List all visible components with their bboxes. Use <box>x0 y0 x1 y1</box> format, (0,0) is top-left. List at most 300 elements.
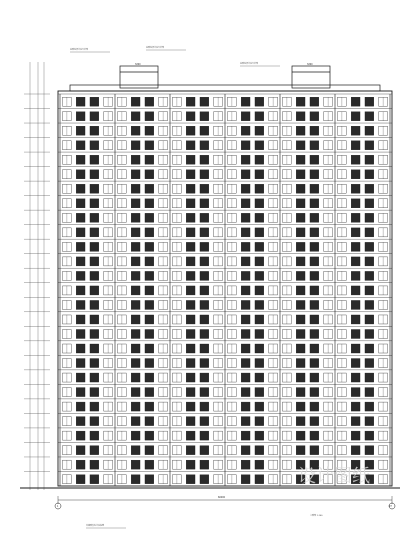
window <box>351 446 360 455</box>
window <box>351 170 360 179</box>
window <box>255 475 264 484</box>
window <box>351 373 360 382</box>
window <box>131 213 140 222</box>
window <box>186 97 195 106</box>
right-note: 立面图 1:100 <box>310 515 323 517</box>
window <box>310 170 319 179</box>
window <box>76 228 85 237</box>
window <box>76 213 85 222</box>
window <box>200 388 209 397</box>
window <box>200 112 209 121</box>
window <box>145 359 154 368</box>
axis-label-left: 1 <box>57 505 59 508</box>
window <box>255 112 264 121</box>
window <box>145 184 154 193</box>
window <box>351 155 360 164</box>
window <box>76 170 85 179</box>
window <box>90 329 99 338</box>
window <box>76 388 85 397</box>
window <box>310 199 319 208</box>
window <box>186 300 195 309</box>
window <box>131 431 140 440</box>
window <box>186 184 195 193</box>
window <box>365 359 374 368</box>
window <box>365 271 374 280</box>
window <box>310 155 319 164</box>
window <box>296 359 305 368</box>
window <box>310 446 319 455</box>
window <box>241 417 250 426</box>
window <box>255 373 264 382</box>
window <box>296 271 305 280</box>
window <box>131 359 140 368</box>
window <box>296 141 305 150</box>
window <box>296 388 305 397</box>
window <box>296 155 305 164</box>
window <box>365 417 374 426</box>
window <box>365 388 374 397</box>
window <box>365 446 374 455</box>
window <box>186 199 195 208</box>
window <box>255 329 264 338</box>
window <box>76 141 85 150</box>
window <box>90 155 99 164</box>
window <box>351 97 360 106</box>
window <box>200 257 209 266</box>
window <box>76 344 85 353</box>
window <box>76 329 85 338</box>
window <box>310 213 319 222</box>
window <box>351 213 360 222</box>
window <box>296 126 305 135</box>
window <box>241 286 250 295</box>
window <box>351 228 360 237</box>
window <box>200 199 209 208</box>
window <box>351 257 360 266</box>
window <box>241 475 250 484</box>
window <box>76 155 85 164</box>
window <box>145 344 154 353</box>
window <box>186 257 195 266</box>
window <box>200 213 209 222</box>
window <box>76 126 85 135</box>
window-grid <box>58 94 392 486</box>
window <box>351 184 360 193</box>
window <box>131 141 140 150</box>
window <box>76 271 85 280</box>
window <box>145 373 154 382</box>
ground-and-dimensions <box>20 488 400 504</box>
window <box>131 228 140 237</box>
window <box>255 228 264 237</box>
window <box>365 242 374 251</box>
window <box>241 344 250 353</box>
window <box>351 199 360 208</box>
window <box>131 475 140 484</box>
window <box>296 315 305 324</box>
window <box>90 199 99 208</box>
window <box>76 475 85 484</box>
window <box>200 446 209 455</box>
window <box>365 329 374 338</box>
window <box>90 431 99 440</box>
window <box>200 126 209 135</box>
window <box>365 431 374 440</box>
window <box>365 315 374 324</box>
window <box>90 126 99 135</box>
window <box>365 141 374 150</box>
window <box>90 271 99 280</box>
window <box>310 97 319 106</box>
window <box>76 402 85 411</box>
window <box>255 417 264 426</box>
window <box>145 460 154 469</box>
window <box>90 300 99 309</box>
window <box>241 228 250 237</box>
window <box>145 257 154 266</box>
window <box>255 199 264 208</box>
window <box>76 417 85 426</box>
window <box>310 271 319 280</box>
watermark: 设计图纸 <box>298 466 370 487</box>
window <box>255 155 264 164</box>
window <box>200 315 209 324</box>
window <box>186 271 195 280</box>
window <box>186 286 195 295</box>
window <box>76 257 85 266</box>
window <box>145 475 154 484</box>
window <box>145 170 154 179</box>
window <box>310 388 319 397</box>
window <box>90 170 99 179</box>
window <box>241 460 250 469</box>
window <box>131 446 140 455</box>
window <box>365 112 374 121</box>
roof-dim-a: 3200 <box>135 63 141 66</box>
window <box>200 141 209 150</box>
total-width-dimension: 60200 <box>218 496 225 499</box>
window <box>131 344 140 353</box>
window <box>186 315 195 324</box>
window <box>145 315 154 324</box>
window <box>186 373 195 382</box>
window <box>76 359 85 368</box>
window <box>310 300 319 309</box>
window <box>131 257 140 266</box>
window <box>131 242 140 251</box>
window <box>186 126 195 135</box>
window <box>241 431 250 440</box>
window <box>351 242 360 251</box>
window <box>241 155 250 164</box>
window <box>200 475 209 484</box>
window <box>90 460 99 469</box>
window <box>365 184 374 193</box>
window <box>145 199 154 208</box>
window <box>186 213 195 222</box>
window <box>241 315 250 324</box>
window <box>131 373 140 382</box>
window <box>90 315 99 324</box>
window <box>296 112 305 121</box>
window <box>186 417 195 426</box>
window <box>200 286 209 295</box>
window <box>76 431 85 440</box>
window <box>365 373 374 382</box>
window <box>145 242 154 251</box>
window <box>255 300 264 309</box>
window <box>76 373 85 382</box>
window <box>145 228 154 237</box>
window <box>296 417 305 426</box>
window <box>90 402 99 411</box>
window <box>241 170 250 179</box>
window <box>145 446 154 455</box>
window <box>255 446 264 455</box>
window <box>186 141 195 150</box>
window <box>365 199 374 208</box>
window <box>296 213 305 222</box>
window <box>90 97 99 106</box>
roof-annotations <box>70 45 313 66</box>
window <box>241 141 250 150</box>
window <box>200 344 209 353</box>
window <box>351 315 360 324</box>
window <box>310 315 319 324</box>
window <box>310 402 319 411</box>
roof-dim-b: 3200 <box>307 63 313 66</box>
window <box>90 213 99 222</box>
window <box>90 475 99 484</box>
window <box>255 359 264 368</box>
roof-note-1: 屋面构架详见大样图 <box>70 49 89 51</box>
window <box>200 460 209 469</box>
window <box>131 460 140 469</box>
window <box>186 155 195 164</box>
window <box>365 126 374 135</box>
window <box>145 97 154 106</box>
window <box>310 329 319 338</box>
window <box>241 402 250 411</box>
window <box>255 141 264 150</box>
window <box>90 242 99 251</box>
window <box>296 402 305 411</box>
window <box>241 242 250 251</box>
window <box>200 402 209 411</box>
window <box>145 300 154 309</box>
window <box>296 373 305 382</box>
window <box>310 257 319 266</box>
window <box>241 126 250 135</box>
window <box>131 417 140 426</box>
window <box>186 402 195 411</box>
window <box>365 344 374 353</box>
window <box>351 329 360 338</box>
window <box>351 431 360 440</box>
window <box>310 359 319 368</box>
window <box>296 199 305 208</box>
window <box>241 199 250 208</box>
window <box>131 402 140 411</box>
window <box>296 300 305 309</box>
window <box>200 170 209 179</box>
window <box>131 170 140 179</box>
window <box>76 112 85 121</box>
window <box>186 359 195 368</box>
window <box>310 141 319 150</box>
window <box>296 242 305 251</box>
window <box>241 388 250 397</box>
window <box>255 213 264 222</box>
window <box>200 271 209 280</box>
window <box>76 286 85 295</box>
window <box>255 344 264 353</box>
window <box>131 315 140 324</box>
window <box>241 112 250 121</box>
window <box>200 184 209 193</box>
window <box>255 242 264 251</box>
window <box>90 141 99 150</box>
window <box>351 271 360 280</box>
window <box>255 126 264 135</box>
window <box>90 257 99 266</box>
window <box>76 97 85 106</box>
window <box>310 431 319 440</box>
window <box>90 286 99 295</box>
window <box>131 199 140 208</box>
window <box>296 344 305 353</box>
window <box>241 184 250 193</box>
window <box>145 126 154 135</box>
window <box>145 141 154 150</box>
window <box>255 388 264 397</box>
window <box>76 242 85 251</box>
window <box>131 271 140 280</box>
window <box>296 286 305 295</box>
window <box>90 373 99 382</box>
window <box>351 344 360 353</box>
window <box>186 228 195 237</box>
window <box>351 359 360 368</box>
window <box>241 373 250 382</box>
window <box>351 402 360 411</box>
level-markers <box>24 62 50 490</box>
window <box>200 373 209 382</box>
window <box>241 300 250 309</box>
window <box>145 155 154 164</box>
window <box>296 184 305 193</box>
window <box>255 184 264 193</box>
window <box>255 431 264 440</box>
window <box>310 126 319 135</box>
window <box>90 228 99 237</box>
window <box>131 126 140 135</box>
window <box>131 300 140 309</box>
window <box>351 126 360 135</box>
window <box>296 97 305 106</box>
window <box>241 329 250 338</box>
roof-structures <box>70 66 380 91</box>
window <box>90 359 99 368</box>
window <box>145 286 154 295</box>
window <box>365 155 374 164</box>
window <box>145 329 154 338</box>
window <box>76 315 85 324</box>
window <box>241 446 250 455</box>
window <box>351 300 360 309</box>
window <box>255 257 264 266</box>
window <box>310 228 319 237</box>
window <box>365 228 374 237</box>
window <box>351 112 360 121</box>
roof-note-3: 屋面构架详见大样图 <box>240 63 259 65</box>
window <box>200 300 209 309</box>
window <box>351 388 360 397</box>
window <box>145 112 154 121</box>
window <box>76 184 85 193</box>
window <box>131 329 140 338</box>
window <box>200 329 209 338</box>
window <box>186 242 195 251</box>
window <box>200 431 209 440</box>
window <box>241 213 250 222</box>
window <box>186 170 195 179</box>
window <box>296 431 305 440</box>
window <box>296 170 305 179</box>
window <box>365 170 374 179</box>
window <box>186 388 195 397</box>
window <box>310 242 319 251</box>
window <box>131 112 140 121</box>
window <box>310 184 319 193</box>
window <box>296 257 305 266</box>
window <box>76 199 85 208</box>
window <box>131 97 140 106</box>
window <box>351 417 360 426</box>
window <box>365 402 374 411</box>
window <box>296 228 305 237</box>
window <box>200 359 209 368</box>
window <box>131 388 140 397</box>
window <box>200 242 209 251</box>
window <box>365 300 374 309</box>
window <box>145 417 154 426</box>
window <box>255 460 264 469</box>
window <box>186 475 195 484</box>
window <box>365 97 374 106</box>
window <box>310 286 319 295</box>
window <box>145 213 154 222</box>
window <box>200 155 209 164</box>
window <box>310 344 319 353</box>
window <box>296 446 305 455</box>
window <box>90 112 99 121</box>
window <box>255 97 264 106</box>
axis-label-right: 27 <box>389 505 392 508</box>
window <box>241 97 250 106</box>
window <box>255 402 264 411</box>
window <box>310 417 319 426</box>
window <box>76 300 85 309</box>
window <box>90 344 99 353</box>
window <box>90 184 99 193</box>
roof-note-2: 屋面构架详见大样图 <box>146 47 165 49</box>
window <box>255 170 264 179</box>
window <box>200 228 209 237</box>
window <box>131 184 140 193</box>
window <box>255 315 264 324</box>
window <box>186 460 195 469</box>
